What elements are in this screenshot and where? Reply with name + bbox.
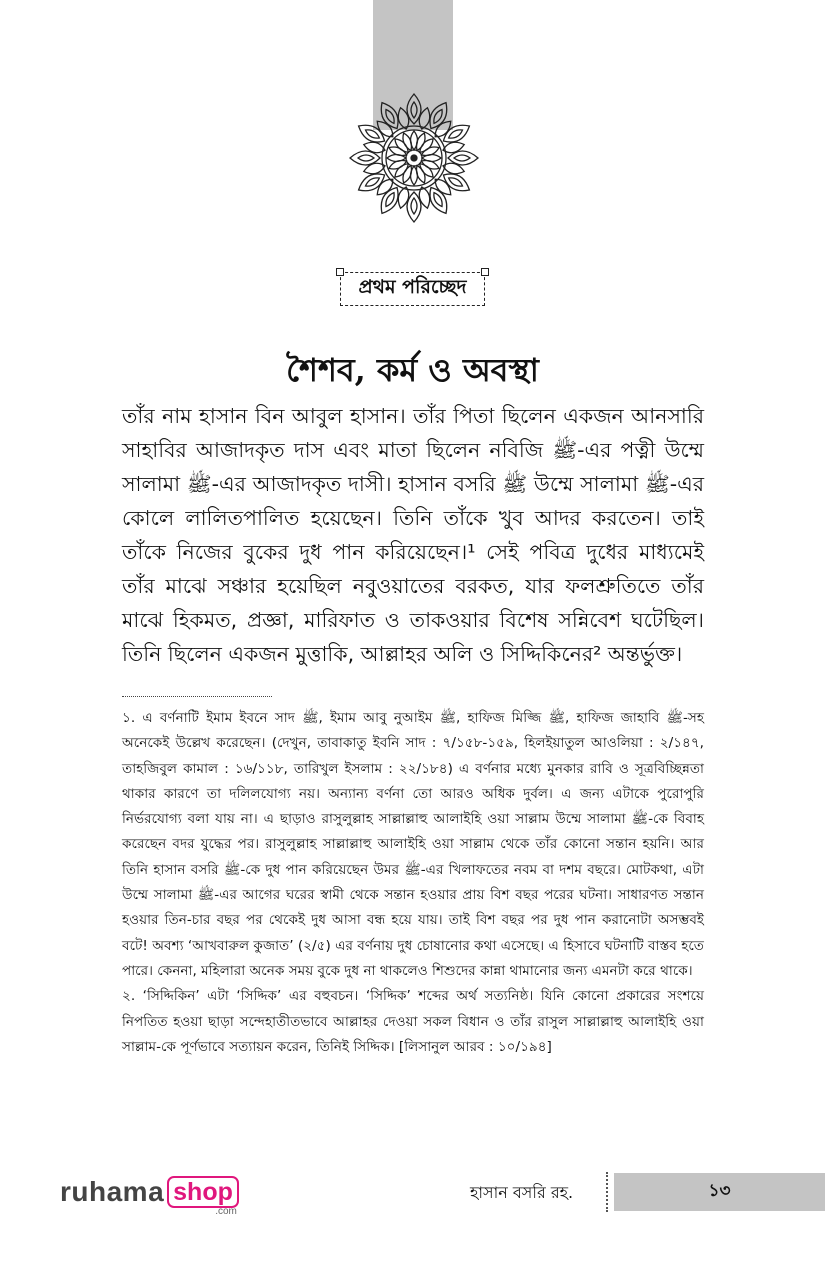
- logo-shop-text: shop: [167, 1176, 239, 1208]
- logo-com-text: .com: [215, 1206, 237, 1217]
- mandala-ornament-icon: [348, 92, 480, 224]
- main-paragraph: তাঁর নাম হাসান বিন আবুল হাসান। তাঁর পিতা ছিলেন একজন আনসারি সাহাবির আজাদকৃত দাস এবং মাতা ছিলেন নবিজি ﷺ-এর পত্নী উম্মে সালামা ﷺ-এর আজাদকৃত দাসী। হাসান বসরি ﷺ উম্মে সালামা ﷺ-এর কোলে লালিতপালিত হয়েছেন। তিনি তাঁকে খুব আদর করতেন। তাই তাঁকে নিজের বুকের দুধ পান করিয়েছেন।¹ সেই পবিত্র দুধের মাধ্যমেই তাঁর মাঝে সঞ্চার হয়েছিল নবুওয়াতের বরকত, যার ফলশ্রুতিতে তাঁর মাঝে হিকমত, প্রজ্ঞা, মারিফাত ও তাকওয়ার বিশেষ সন্নিবেশ ঘটেছিল। তিনি ছিলেন একজন মুত্তাকি, আল্লাহর অলি ও সিদ্দিকিনের² অন্তর্ভুক্ত।: [122, 404, 704, 666]
- footer-dotted-divider: [606, 1172, 608, 1212]
- page-number: ১৩: [708, 1181, 731, 1201]
- footnote-divider: [122, 696, 272, 697]
- footnotes: [122, 706, 704, 1060]
- chapter-label-text: প্রথম পরিচ্ছেদ: [358, 276, 467, 298]
- chapter-title: শৈশব, কর্ম ও অবস্থা: [286, 351, 539, 389]
- footnote-1: ১. এ বর্ণনাটি ইমাম ইবনে সাদ ﷺ, ইমাম আবু নুআইম ﷺ, হাফিজ মিজ্জি ﷺ, হাফিজ জাহাবি ﷺ-সহ অনেকেই উল্লেখ করেছেন। (দেখুন, তাবাকাতু ইবনি সাদ : ৭/১৫৮-১৫৯, হিলইয়াতুল আওলিয়া : ২/১৪৭, তাহজিবুল কামাল : ১৬/১১৮, তারিখুল ইসলাম : ২২/১৮৪) এ বর্ণনার মধ্যে মুনকার রাবি ও সূত্রবিচ্ছিন্নতা থাকার কারণে তা দলিলযোগ্য নয়। অন্যান্য বর্ণনা তো আরও অধিক দুর্বল। এ জন্য এটাকে পুরোপুরি নির্ভরযোগ্য বলা যায় না। এ ছাড়াও রাসুলুল্লাহ সাল্লাল্লাহু আলাইহি ওয়া সাল্লাম উম্মে সালামা ﷺ-কে বিবাহ করেছেন বদর যুদ্ধের পর। রাসুলুল্লাহ সাল্লাল্লাহু আলাইহি ওয়া সাল্লাম থেকে তাঁর কোনো সন্তান হয়নি। আর তিনি হাসান বসরি ﷺ-কে দুধ পান করিয়েছেন উমর ﷺ-এর খিলাফতের নবম বা দশম বছরে। মোটকথা, এটা উম্মে সালামা ﷺ-এর আগের ঘরের স্বামী থেকে সন্তান হওয়ার প্রায় বিশ বছর পরের ঘটনা। সাধারণত সন্তান হওয়ার তিন-চার বছর পর থেকেই দুধ আসা বন্ধ হয়ে যায়। তাই বিশ বছর পর দুধ পান করানোটা অসম্ভবই বটে! অবশ্য ‘আখবারুল কুজাত’ (২/৫) এর বর্ণনায় দুধ চোষানোর কথা এসেছে। এ হিসাবে ঘটনাটি বাস্তব হতে পারে। কেননা, মহিলারা অনেক সময় বুকে দুধ না থাকলেও শিশুদের কান্না থামানোর জন্য এমনটা করে থাকে।: [122, 710, 704, 979]
- running-footer-title: হাসান বসরি রহ.: [470, 1183, 574, 1202]
- footnote-2: ২. ‘সিদ্দিকিন’ এটা ‘সিদ্দিক’ এর বহুবচন। ‘সিদ্দিক’ শব্দের অর্থ সত্যনিষ্ঠ। যিনি কোনো প্রকারের সংশয়ে নিপতিত হওয়া ছাড়া সন্দেহাতীতভাবে আল্লাহর দেওয়া সকল বিধান ও তাঁর রাসুল সাল্লাল্লাহু আলাইহি ওয়া সাল্লাম-কে পূর্ণভাবে সত্যায়ন করেন, তিনিই সিদ্দিক। [লিসানুল আরব : ১০/১৯৪]: [122, 988, 704, 1055]
- chapter-label: [340, 272, 485, 306]
- page-number-band: [614, 1173, 825, 1211]
- logo-ruhama-text: ruhama: [60, 1176, 165, 1207]
- ruhamashop-logo: [60, 1176, 239, 1217]
